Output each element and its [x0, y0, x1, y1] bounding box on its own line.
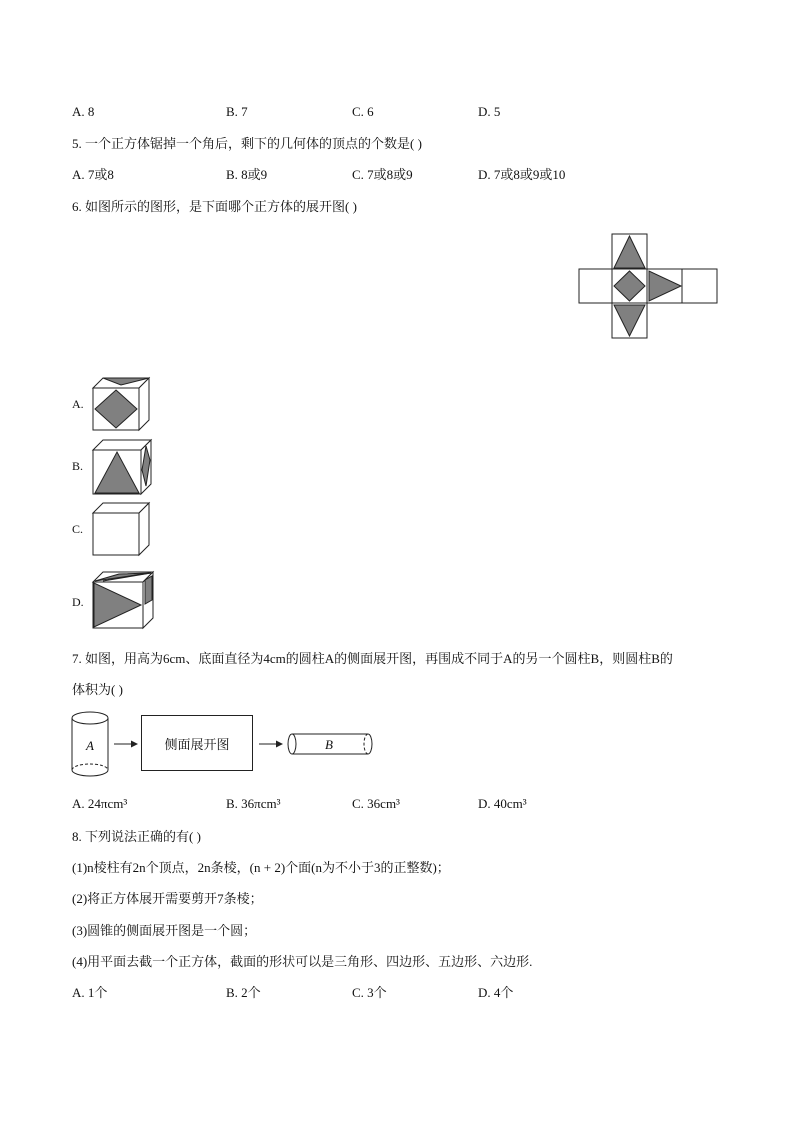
q7-option-a[interactable]: A. 24πcm³ [72, 796, 128, 811]
q4-option-b[interactable]: B. 7 [226, 104, 248, 119]
q5-option-a[interactable]: A. 7或8 [72, 167, 114, 182]
q7-option-c[interactable]: C. 36cm³ [352, 796, 400, 811]
q8-statement-4: (4)用平面去截一个正方体，截面的形状可以是三角形、四边形、五边形、六边形. [72, 954, 533, 969]
q6-option-c-label[interactable]: C. [72, 522, 84, 536]
q8-statement-1: (1)n棱柱有2n个顶点，2n条棱，(n + 2)个面(n为不小于3的正整数)； [72, 860, 450, 875]
q6-option-a-cube[interactable] [91, 376, 151, 432]
q8-option-c[interactable]: C. 3个 [352, 985, 387, 1000]
q8-statement-3: (3)圆锥的侧面展开图是一个圆； [72, 923, 257, 938]
q6-option-c-cube[interactable] [91, 501, 151, 557]
q5-option-b[interactable]: B. 8或9 [226, 167, 268, 182]
lateral-unfold-box-text: 侧面展开图 [164, 736, 230, 752]
q7-stem-line2: 体积为( ) [72, 682, 123, 697]
q8-stem: 8. 下列说法正确的有( ) [72, 829, 201, 844]
q6-option-b-cube[interactable] [91, 438, 153, 496]
q7-stem-line1: 7. 如图，用高为6cm、底面直径为4cm的圆柱A的侧面展开图，再围成不同于A的另一个圆柱B，则圆柱B的 [72, 651, 673, 666]
cylinder-a-label: A [86, 738, 94, 753]
q8-option-d[interactable]: D. 4个 [478, 985, 514, 1000]
q8-statement-2: (2)将正方体展开需要剪开7条棱； [72, 891, 263, 906]
q6-option-d-cube[interactable] [91, 570, 155, 630]
lateral-unfold-box [141, 715, 253, 771]
q6-option-b-label[interactable]: B. [72, 459, 84, 473]
q4-option-a[interactable]: A. 8 [72, 104, 95, 119]
q8-option-a[interactable]: A. 1个 [72, 985, 108, 1000]
q5-option-d[interactable]: D. 7或8或9或10 [478, 167, 566, 182]
q5-stem: 5. 一个正方体锯掉一个角后，剩下的几何体的顶点的个数是( ) [72, 136, 422, 151]
cylinder-b-label: B [325, 737, 333, 752]
arrow-right-icon [259, 739, 283, 749]
cube-net-figure [578, 233, 720, 339]
q6-option-a-label[interactable]: A. [72, 397, 84, 411]
q6-stem: 6. 如图所示的图形，是下面哪个正方体的展开图( ) [72, 199, 357, 214]
q7-option-d[interactable]: D. 40cm³ [478, 796, 527, 811]
q6-option-d-label[interactable]: D. [72, 595, 84, 609]
q4-option-c[interactable]: C. 6 [352, 104, 374, 119]
q8-option-b[interactable]: B. 2个 [226, 985, 261, 1000]
q5-option-c[interactable]: C. 7或8或9 [352, 167, 413, 182]
q4-option-d[interactable]: D. 5 [478, 104, 501, 119]
q7-option-b[interactable]: B. 36πcm³ [226, 796, 281, 811]
arrow-right-icon [114, 739, 138, 749]
